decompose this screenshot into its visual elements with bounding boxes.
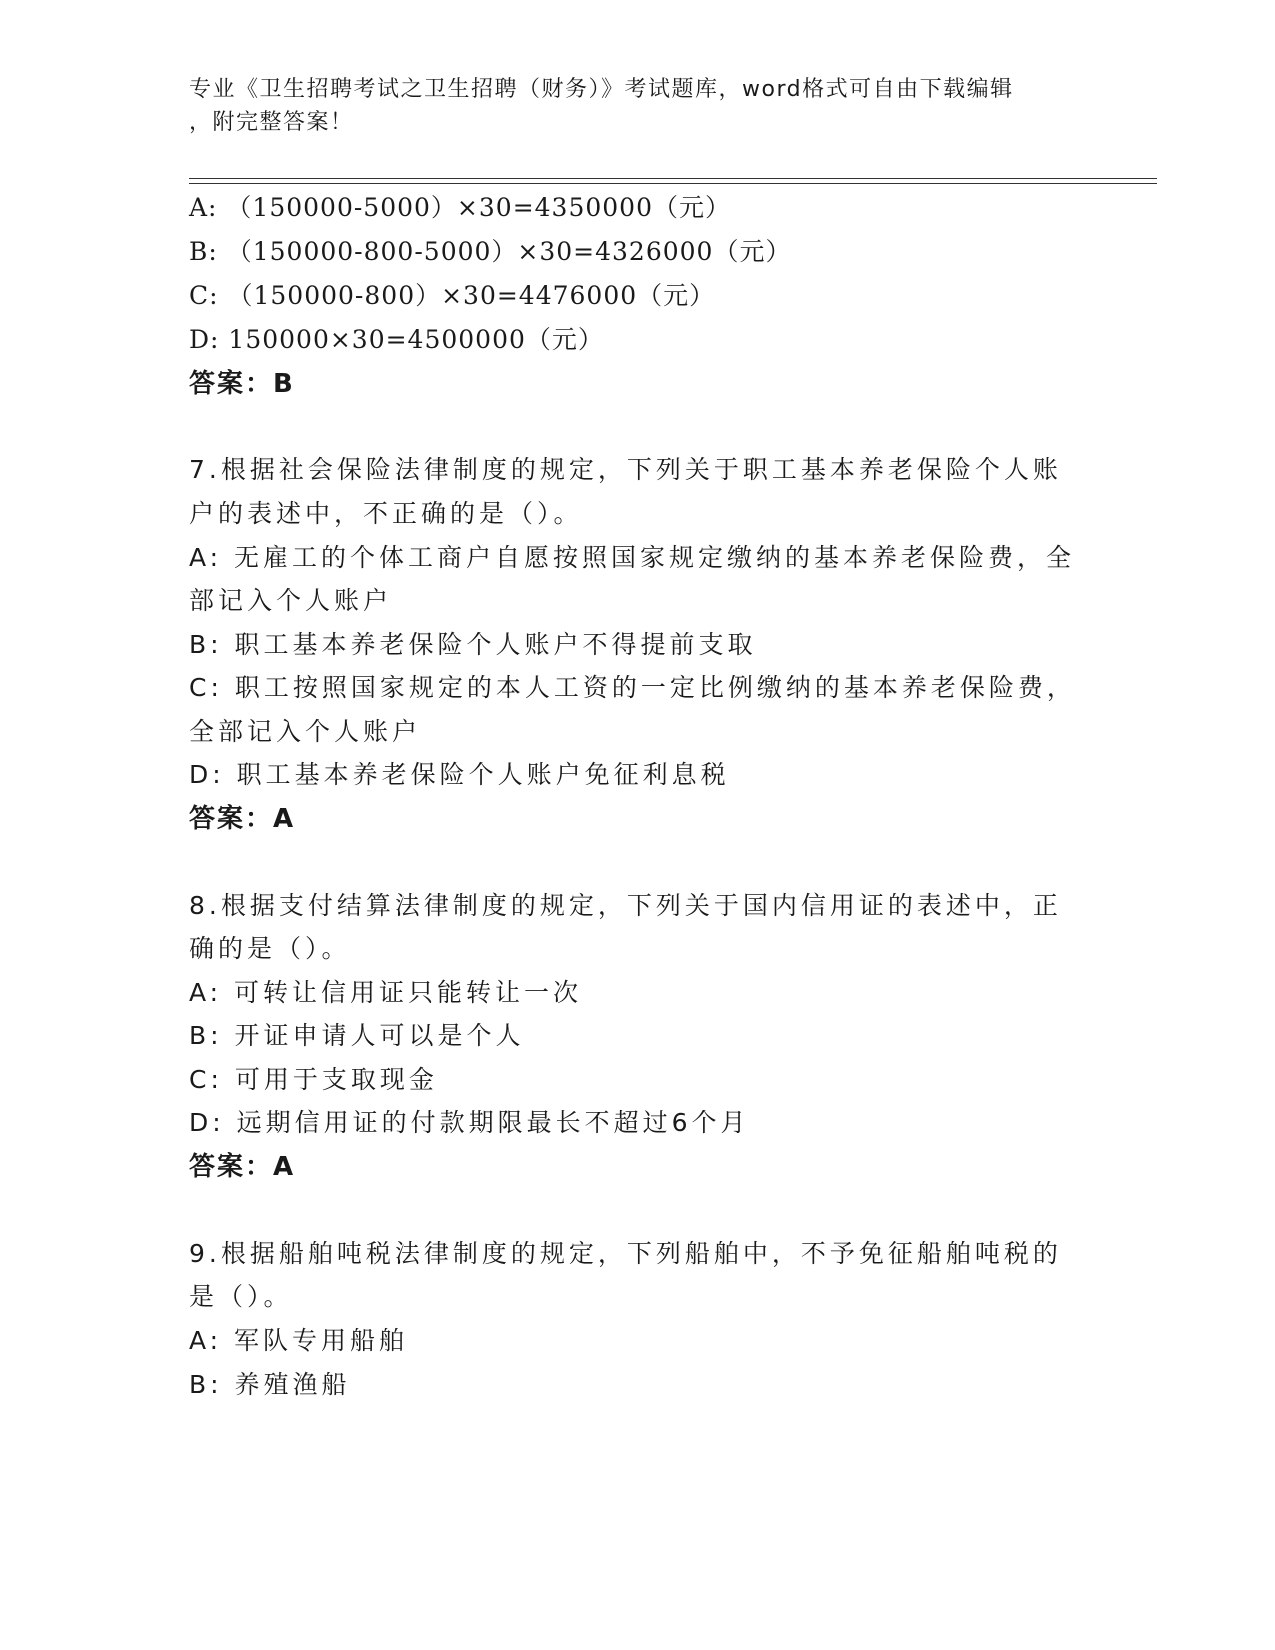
q7-option-d: D: 职工基本养老保险个人账户免征利息税 <box>189 760 730 789</box>
q7-option-b: B: 职工基本养老保险个人账户不得提前支取 <box>189 630 757 659</box>
q7-answer: 答案：A <box>189 804 296 834</box>
q7-option-a-line-1: A: 无雇工的个体工商户自愿按照国家规定缴纳的基本养老保险费，全 <box>189 543 1076 572</box>
header-divider-bottom <box>189 183 1157 184</box>
q7-option-a-line-2: 部记入个人账户 <box>189 586 393 615</box>
q9-stem-line-1: 9.根据船舶吨税法律制度的规定，下列船舶中，不予免征船舶吨税的 <box>189 1239 1062 1268</box>
q7-stem-line-1: 7.根据社会保险法律制度的规定，下列关于职工基本养老保险个人账 <box>189 455 1062 484</box>
q6-option-c: C: （150000-800）×30=4476000（元） <box>189 281 716 310</box>
q6-option-d: D: 150000×30=4500000（元） <box>189 325 604 354</box>
q6-option-a: A: （150000-5000）×30=4350000（元） <box>189 193 731 222</box>
q8-option-a: A: 可转让信用证只能转让一次 <box>189 978 583 1007</box>
q6-option-b: B: （150000-800-5000）×30=4326000（元） <box>189 237 792 266</box>
header-line-2: ，附完整答案！ <box>189 110 354 135</box>
q8-stem-line-2: 确的是（）。 <box>189 934 351 963</box>
q9-stem-line-2: 是（）。 <box>189 1282 293 1311</box>
q9-option-a: A: 军队专用船舶 <box>189 1326 409 1355</box>
q7-option-c-line-2: 全部记入个人账户 <box>189 717 422 746</box>
document-header <box>189 73 1089 139</box>
q8-stem-line-1: 8.根据支付结算法律制度的规定，下列关于国内信用证的表述中，正 <box>189 891 1062 920</box>
q8-option-c: C: 可用于支取现金 <box>189 1065 438 1094</box>
q7-option-c-line-1: C: 职工按照国家规定的本人工资的一定比例缴纳的基本养老保险费， <box>189 673 1076 702</box>
q7-stem-line-2: 户的表述中，不正确的是（）。 <box>189 499 583 528</box>
q8-option-b: B: 开证申请人可以是个人 <box>189 1021 525 1050</box>
q9-option-b: B: 养殖渔船 <box>189 1370 351 1399</box>
q6-answer: 答案：B <box>189 369 295 399</box>
q8-option-d: D: 远期信用证的付款期限最长不超过6个月 <box>189 1108 750 1137</box>
header-line-1: 专业《卫生招聘考试之卫生招聘（财务）》考试题库，word格式可自由下载编辑 <box>189 77 1014 102</box>
header-divider-top <box>189 178 1157 179</box>
q8-answer: 答案：A <box>189 1152 296 1182</box>
